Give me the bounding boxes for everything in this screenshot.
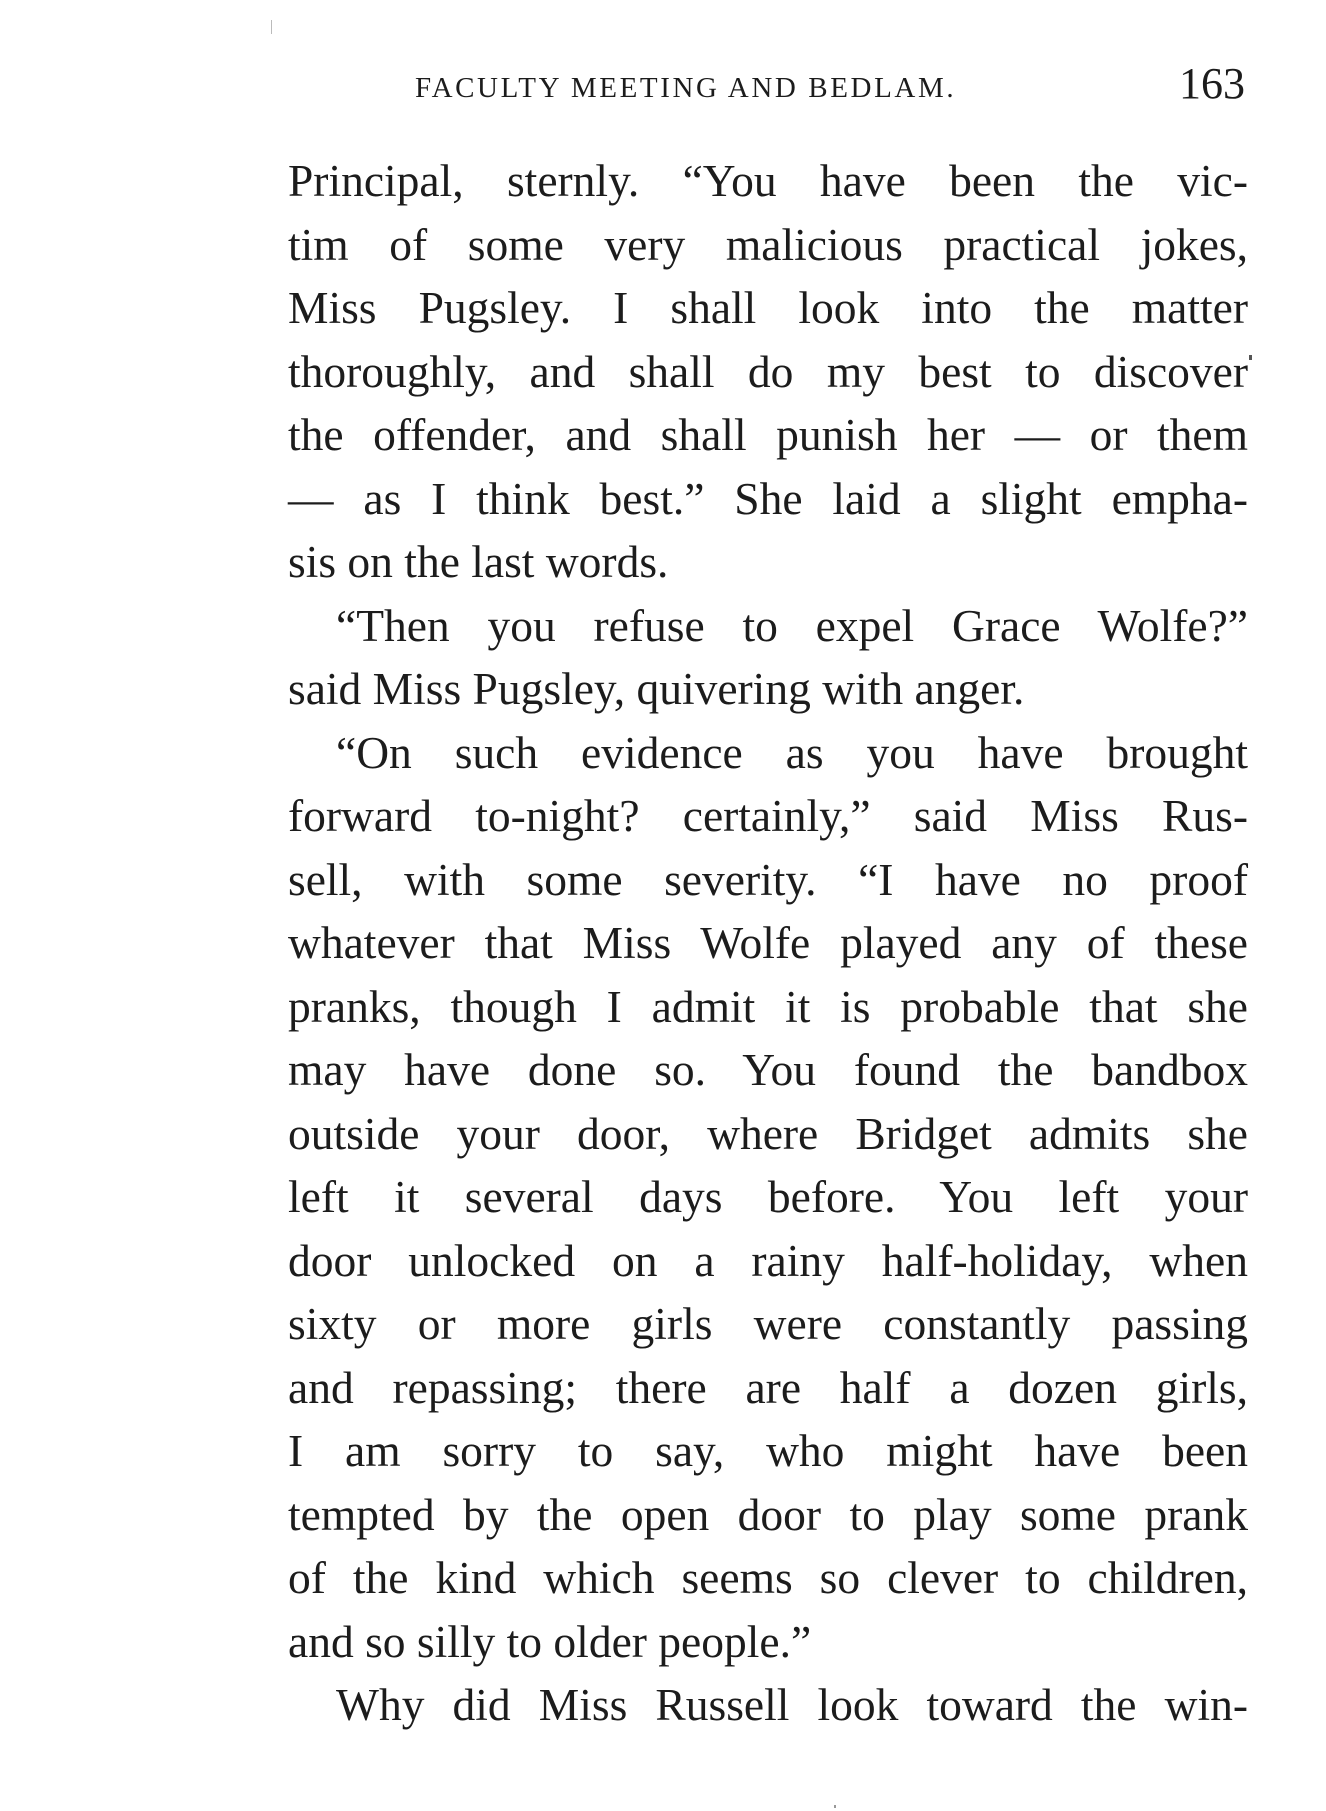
text-line: the offender, and shall punish her — or them	[288, 409, 1248, 460]
text-line: sis on the last words.	[288, 536, 669, 587]
text-line: sixty or more girls were constantly passing	[288, 1298, 1248, 1349]
text-line: tempted by the open door to play some prank	[288, 1488, 1248, 1540]
text-line: Why did Miss Russell look toward the win-	[336, 1679, 1248, 1730]
text-line: left it several days before. You left your	[288, 1171, 1248, 1222]
text-line: may have done so. You found the bandbox	[288, 1044, 1248, 1095]
text-line: of the kind which seems so clever to children,	[288, 1552, 1248, 1603]
text-line: I am sorry to say, who might have been	[288, 1425, 1248, 1476]
body-text	[288, 149, 1248, 1737]
text-line: pranks, though I admit it is probable that she	[288, 980, 1248, 1032]
text-line: Miss Pugsley. I shall look into the matter	[288, 282, 1248, 333]
text-line: and repassing; there are half a dozen girls,	[288, 1361, 1248, 1413]
scan-speck	[1249, 355, 1252, 360]
text-line: tim of some very malicious practical jokes,	[288, 218, 1248, 270]
text-line: forward to-night? certainly,” said Miss Rus-	[288, 790, 1248, 841]
running-title: FACULTY MEETING AND BEDLAM.	[415, 72, 957, 104]
text-line: — as I think best.” She laid a slight empha-	[288, 472, 1248, 524]
text-line: door unlocked on a rainy half-holiday, when	[288, 1234, 1248, 1286]
text-line: Principal, sternly. “You have been the vic-	[288, 155, 1248, 206]
text-line: said Miss Pugsley, quivering with anger.	[288, 663, 1025, 714]
text-line: “On such evidence as you have brought	[336, 726, 1248, 778]
text-line: whatever that Miss Wolfe played any of these	[288, 917, 1248, 968]
scan-speck	[834, 1805, 836, 1808]
text-line: outside your door, where Bridget admits she	[288, 1107, 1248, 1159]
text-line: “Then you refuse to expel Grace Wolfe?”	[336, 599, 1248, 651]
text-line: and so silly to older people.”	[288, 1615, 812, 1667]
text-line: sell, with some severity. “I have no proof	[288, 853, 1248, 905]
scan-speck	[271, 20, 272, 34]
page-number: 163	[1179, 59, 1245, 108]
text-line: thoroughly, and shall do my best to discover	[288, 345, 1248, 397]
running-head	[395, 58, 1245, 118]
